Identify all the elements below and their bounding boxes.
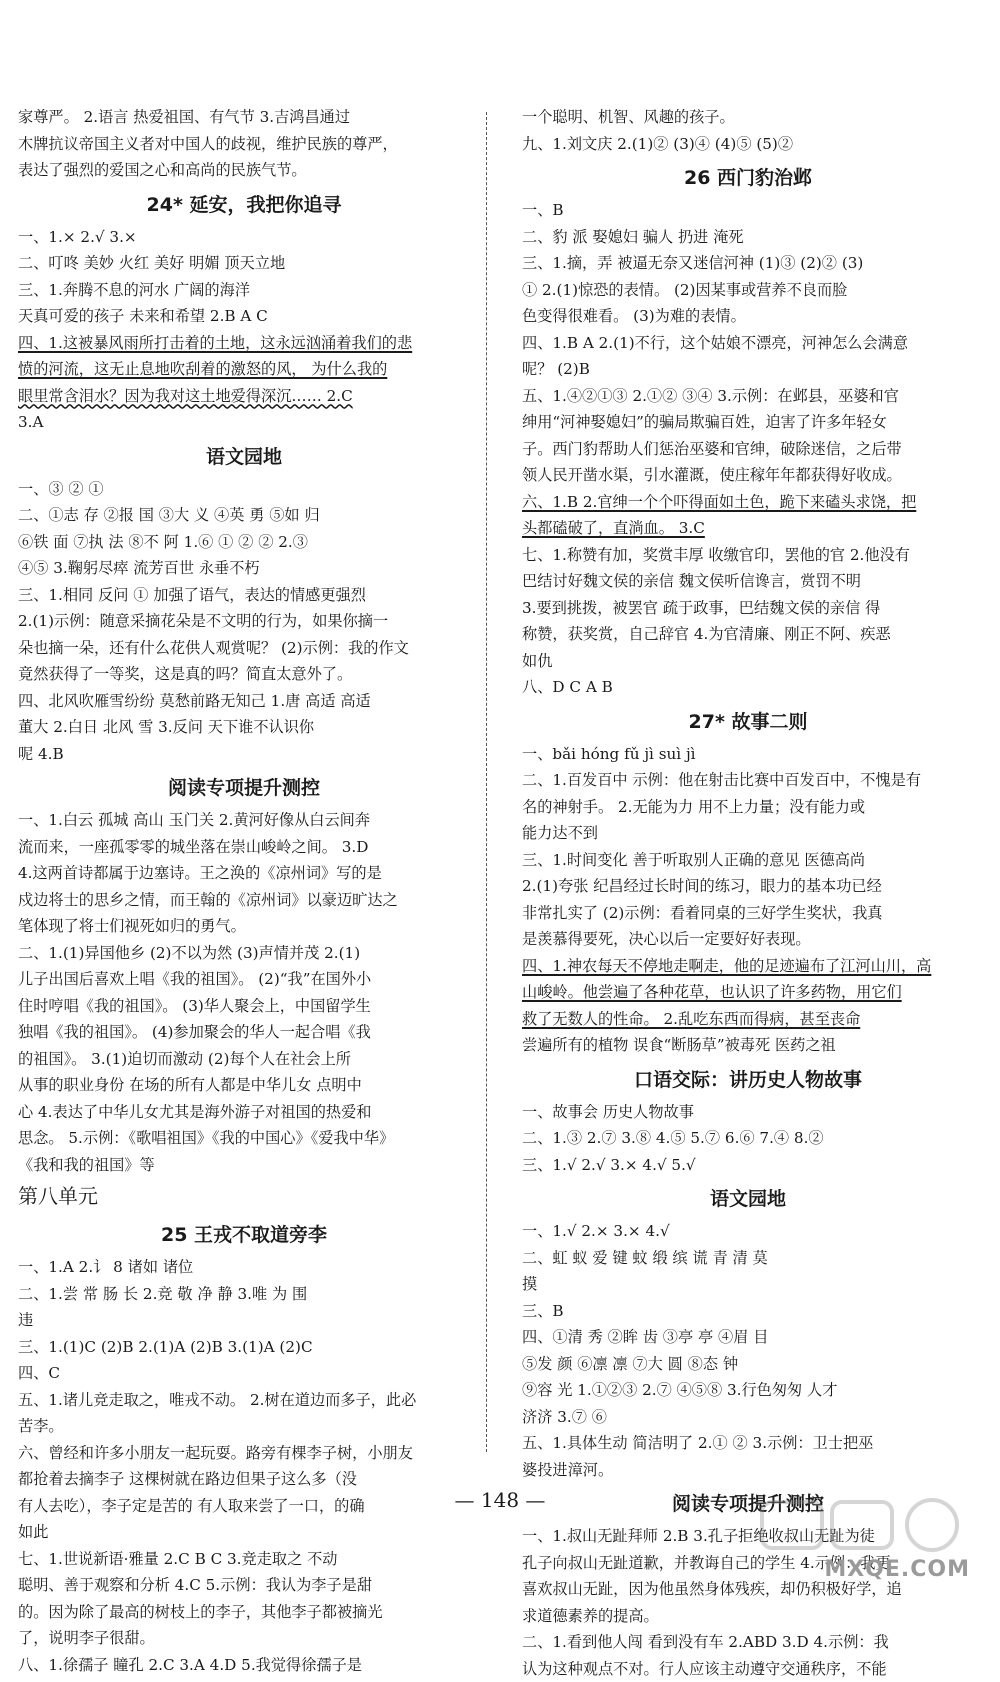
answer-line: 四、C	[18, 1360, 470, 1387]
answer-line: 四、北风吹雁雪纷纷 莫愁前路无知己 1.唐 高适 高适	[18, 688, 470, 715]
answer-line: 一、1.A 2.讠 8 诸如 诸位	[18, 1254, 470, 1281]
answer-line: 都抢着去摘李子 这棵树就在路边但果子这么多（没	[18, 1466, 470, 1493]
left-column	[18, 104, 470, 1678]
answer-line: 二、豹 派 娶媳妇 骗人 扔进 淹死	[522, 224, 974, 251]
answer-line: 一个聪明、机智、风趣的孩子。	[522, 104, 974, 131]
answer-line: 八、1.徐孺子 瞳孔 2.C 3.A 4.D 5.我觉得徐孺子是	[18, 1652, 470, 1679]
answer-line: 木牌抗议帝国主义者对中国人的歧视，维护民族的尊严，	[18, 131, 470, 158]
section-title: 24* 延安，我把你追寻	[18, 186, 470, 224]
answer-line: 五、1.诸儿竞走取之，唯戎不动。 2.树在道边而多子，此必	[18, 1387, 470, 1414]
answer-line: 聪明、善于观察和分析 4.C 5.示例：我认为李子是甜	[18, 1572, 470, 1599]
answer-line: 九、1.刘文庆 2.(1)② (3)④ (4)⑤ (5)②	[522, 131, 974, 158]
answer-line: 天真可爱的孩子 未来和希望 2.B A C	[18, 303, 470, 330]
answer-line: 呢？ (2)B	[522, 356, 974, 383]
answer-line: 戍边将士的思乡之情，而王翰的《凉州词》以豪迈旷达之	[18, 887, 470, 914]
answer-line: 称赞，获奖赏，自己辞官 4.为官清廉、刚正不阿、疾恶	[522, 621, 974, 648]
answer-line: 的。因为除了最高的树枝上的李子，其他李子都被摘光	[18, 1599, 470, 1626]
answer-line: 二、①志 存 ②报 国 ③大 义 ④英 勇 ⑤如 归	[18, 502, 470, 529]
answer-line: 一、1.白云 孤城 高山 玉门关 2.黄河好像从白云间奔	[18, 807, 470, 834]
answer-line: 一、③ ② ①	[18, 476, 470, 503]
answer-line: 一、bǎi hóng fǔ jì suì jì	[522, 741, 974, 768]
answer-line: 六、曾经和许多小朋友一起玩耍。路旁有棵李子树，小朋友	[18, 1440, 470, 1467]
answer-line: 苦李。	[18, 1413, 470, 1440]
answer-line: 心 4.表达了中华儿女尤其是海外游子对祖国的热爱和	[18, 1099, 470, 1126]
answer-line: ④⑤ 3.鞠躬尽瘁 流芳百世 永垂不朽	[18, 555, 470, 582]
answer-line: 三、1.√ 2.√ 3.× 4.√ 5.√	[522, 1152, 974, 1179]
answer-line: 喜欢叔山无趾，因为他虽然身体残疾，却仍积极好学，追	[522, 1576, 974, 1603]
answer-line: 求道德素养的提高。	[522, 1603, 974, 1630]
answer-line: 3.A	[18, 409, 470, 436]
answer-line-wavy: 眼里常含泪水？因为我对这土地爱得深沉…… 2.C	[18, 383, 470, 410]
answer-line: 一、B	[522, 197, 974, 224]
answer-line: 绅用“河神娶媳妇”的骗局欺骗百姓，迫害了许多年轻女	[522, 409, 974, 436]
answer-line: ⑤发 颜 ⑥凛 凛 ⑦大 圆 ⑧态 钟	[522, 1351, 974, 1378]
answer-line: 《我和我的祖国》等	[18, 1152, 470, 1179]
answer-line: 色变得很难看。 (3)为难的表情。	[522, 303, 974, 330]
answer-line: 住时哼唱《我的祖国》。 (3)华人聚会上，中国留学生	[18, 993, 470, 1020]
answer-line: 家尊严。 2.语言 热爱祖国、有气节 3.吉鸿昌通过	[18, 104, 470, 131]
answer-line: 是羡慕得要死，决心以后一定要好好表现。	[522, 926, 974, 953]
answer-line: 2.(1)示例：随意采摘花朵是不文明的行为，如果你摘一	[18, 608, 470, 635]
answer-line: 董大 2.白日 北风 雪 3.反问 天下谁不认识你	[18, 714, 470, 741]
answer-line: 二、1.尝 常 肠 长 2.竞 敬 净 静 3.唯 为 围	[18, 1281, 470, 1308]
answer-line: 违	[18, 1307, 470, 1334]
answer-line: 摸	[522, 1271, 974, 1298]
answer-line: 了，说明李子很甜。	[18, 1625, 470, 1652]
section-title: 27* 故事二则	[522, 703, 974, 741]
answer-line: 流而来，一座孤零零的城坐落在崇山峻岭之间。 3.D	[18, 834, 470, 861]
answer-line: 三、1.(1)C (2)B 2.(1)A (2)B 3.(1)A (2)C	[18, 1334, 470, 1361]
answer-line: 尝遍所有的植物 误食“断肠草”被毒死 医药之祖	[522, 1032, 974, 1059]
answer-line: 领人民开凿水渠，引水灌溉，使庄稼年年都获得好收成。	[522, 462, 974, 489]
page-number: — 148 —	[0, 1488, 1000, 1512]
section-title: 语文园地	[18, 438, 470, 476]
answer-line: 二、1.③ 2.⑦ 3.⑧ 4.⑤ 5.⑦ 6.⑥ 7.④ 8.②	[522, 1125, 974, 1152]
watermark-url: MXQE.COM	[824, 1557, 970, 1582]
answer-line: 从事的职业身份 在场的所有人都是中华儿女 点明中	[18, 1072, 470, 1099]
answer-line: 七、1.称赞有加，奖赏丰厚 收缴官印，罢他的官 2.他没有	[522, 542, 974, 569]
column-divider	[486, 112, 487, 1452]
unit-heading: 第八单元	[18, 1178, 470, 1214]
answer-line: 非常扎实了 (2)示例：看着同桌的三好学生奖状，我真	[522, 900, 974, 927]
answer-line-underlined: 四、1.这被暴风雨所打击着的土地，这永远汹涌着我们的悲	[18, 330, 470, 357]
answer-line: 三、1.相同 反问 ① 加强了语气，表达的情感更强烈	[18, 582, 470, 609]
answer-line: 独唱《我的祖国》。 (4)参加聚会的华人一起合唱《我	[18, 1019, 470, 1046]
answer-line: ① 2.(1)惊恐的表情。 (2)因某事或营养不良而脸	[522, 277, 974, 304]
answer-line: 二、1.看到他人闯 看到没有车 2.ABD 3.D 4.示例：我	[522, 1629, 974, 1656]
answer-line: 笔体现了将士们视死如归的勇气。	[18, 913, 470, 940]
answer-line: 四、1.B A 2.(1)不行，这个姑娘不漂亮，河神怎么会满意	[522, 330, 974, 357]
answer-line: 如仇	[522, 648, 974, 675]
answer-line: 济济 3.⑦ ⑥	[522, 1404, 974, 1431]
answer-line: 八、D C A B	[522, 674, 974, 701]
section-title: 语文园地	[522, 1180, 974, 1218]
answer-line: 一、1.叔山无趾拜师 2.B 3.孔子拒绝收叔山无趾为徒	[522, 1523, 974, 1550]
answer-line: 三、1.摘，弄 被逼无奈又迷信河神 (1)③ (2)② (3)	[522, 250, 974, 277]
answer-line: 的祖国》。 3.(1)迫切而激动 (2)每个人在社会上所	[18, 1046, 470, 1073]
answer-line: 五、1.具体生动 简洁明了 2.① ② 3.示例：卫士把巫	[522, 1430, 974, 1457]
answer-line: 孔子向叔山无趾道歉，并教诲自己的学生 4.示例：我更	[522, 1550, 974, 1577]
answer-line: 二、虹 蚁 爱 键 蚊 缎 缤 谎 青 清 莫	[522, 1245, 974, 1272]
answer-line: ⑥铁 面 ⑦执 法 ⑧不 阿 1.⑥ ① ② ② 2.③	[18, 529, 470, 556]
answer-line: 竟然获得了一等奖，这是真的吗？简直太意外了。	[18, 661, 470, 688]
answer-line-underlined: 愤的河流，这无止息地吹刮着的激怒的风， 为什么我的	[18, 356, 470, 383]
section-title: 口语交际：讲历史人物故事	[522, 1061, 974, 1099]
answer-line: 一、1.√ 2.× 3.× 4.√	[522, 1218, 974, 1245]
section-title: 阅读专项提升测控	[18, 769, 470, 807]
answer-line: 三、1.奔腾不息的河水 广阔的海洋	[18, 277, 470, 304]
answer-line-underlined: 四、1.神农每天不停地走啊走，他的足迹遍布了江河山川，高	[522, 953, 974, 980]
answer-line-underlined: 山峻岭。他尝遍了各种花草，也认识了许多药物，用它们	[522, 979, 974, 1006]
section-title: 26 西门豹治邺	[522, 159, 974, 197]
answer-line: 二、1.(1)异国他乡 (2)不以为然 (3)声情并茂 2.(1)	[18, 940, 470, 967]
answer-line: 七、1.世说新语·雅量 2.C B C 3.竞走取之 不动	[18, 1546, 470, 1573]
answer-line: 婆投进漳河。	[522, 1457, 974, 1484]
answer-line: 儿子出国后喜欢上唱《我的祖国》。 (2)“我”在国外小	[18, 966, 470, 993]
answer-line: 朵也摘一朵，还有什么花供人观赏呢？ (2)示例：我的作文	[18, 635, 470, 662]
answer-line: 表达了强烈的爱国之心和高尚的民族气节。	[18, 157, 470, 184]
answer-line: 3.要到挑拨，被罢官 疏于政事，巴结魏文侯的亲信 得	[522, 595, 974, 622]
section-title: 阅读专项提升测控	[522, 1485, 974, 1523]
answer-line: 二、1.百发百中 示例：他在射击比赛中百发百中，不愧是有	[522, 767, 974, 794]
answer-line: ⑨容 光 1.①②③ 2.⑦ ④⑤⑧ 3.行色匆匆 人才	[522, 1377, 974, 1404]
answer-line: 呢 4.B	[18, 741, 470, 768]
answer-line: 五、1.④②①③ 2.①② ③④ 3.示例：在邺县，巫婆和官	[522, 383, 974, 410]
answer-line: 二、叮咚 美妙 火红 美好 明媚 顶天立地	[18, 250, 470, 277]
answer-line: 四、①清 秀 ②眸 齿 ③亭 亭 ④眉 目	[522, 1324, 974, 1351]
answer-line: 有人去吃），李子定是苦的 有人取来尝了一口，的确	[18, 1493, 470, 1520]
answer-line: 名的神射手。 2.无能为力 用不上力量；没有能力或	[522, 794, 974, 821]
answer-line: 认为这种观点不对。行人应该主动遵守交通秩序，不能	[522, 1656, 974, 1682]
answer-line-underlined: 头都磕破了，直淌血。 3.C	[522, 515, 974, 542]
answer-line: 子。西门豹帮助人们惩治巫婆和官绅，破除迷信，之后带	[522, 436, 974, 463]
section-title: 25 王戎不取道旁李	[18, 1216, 470, 1254]
right-column	[522, 104, 974, 1682]
answer-line: 三、1.时间变化 善于听取别人正确的意见 医德高尚	[522, 847, 974, 874]
answer-line: 4.这两首诗都属于边塞诗。王之涣的《凉州词》写的是	[18, 860, 470, 887]
answer-line-underlined: 六、1.B 2.官绅一个个吓得面如土色，跪下来磕头求饶，把	[522, 489, 974, 516]
answer-line-underlined: 救了无数人的性命。 2.乱吃东西而得病，甚至丧命	[522, 1006, 974, 1033]
answer-line: 如此	[18, 1519, 470, 1546]
answer-line: 一、故事会 历史人物故事	[522, 1099, 974, 1126]
answer-line: 三、B	[522, 1298, 974, 1325]
answer-line: 能力达不到	[522, 820, 974, 847]
answer-line: 巴结讨好魏文侯的亲信 魏文侯听信谗言，赏罚不明	[522, 568, 974, 595]
answer-line: 一、1.× 2.√ 3.×	[18, 224, 470, 251]
answer-line: 思念。 5.示例：《歌唱祖国》《我的中国心》《爱我中华》	[18, 1125, 470, 1152]
answer-line: 2.(1)夸张 纪昌经过长时间的练习，眼力的基本功已经	[522, 873, 974, 900]
